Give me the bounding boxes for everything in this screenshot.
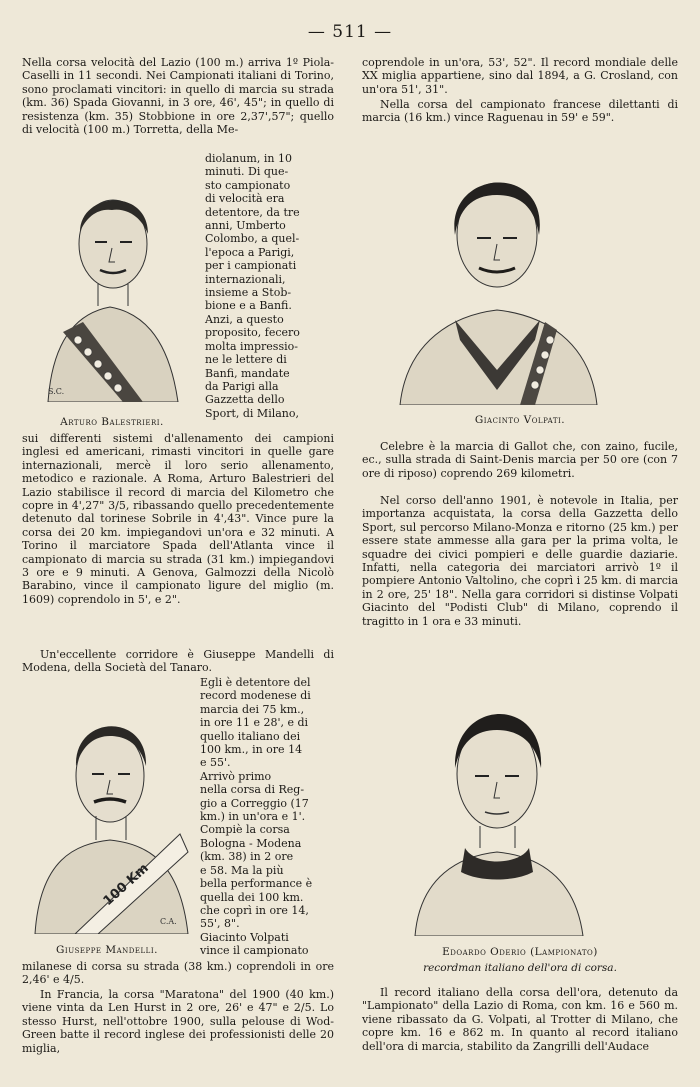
wrap-line: Gazzetta dello (205, 393, 285, 407)
caption-oderio-subtitle: recordman italiano dell'ora di corsa. (423, 962, 617, 974)
wrap-line: molta impressio- (205, 339, 298, 353)
wrap-line: insieme a Stob- (205, 286, 292, 300)
sash-text: 100 Km (100, 860, 152, 909)
wrap-line: Compiè la corsa (200, 823, 290, 837)
balestrieri-signature: S.C. (48, 387, 65, 396)
wrap-line: (km. 38) in 2 ore (200, 850, 294, 864)
portrait-volpati (385, 140, 610, 405)
left-para-1: Nella corsa velocità del Lazio (100 m.) arriva 1º Piola-Caselli in 11 secondi. Nei Campionati italiani di Torino, sono proclamati vincitori: in quello di marcia su strada (km. 36) Spada Giovanni, in 3 ore, 46', 45"; in quello di resistenza (km. 35) Stobbione in ore 2,37',57"; quello di velocità (100 m.) Torretta, della Me- (22, 56, 334, 137)
wrap-line: Bologna - Modena (200, 836, 302, 850)
mandelli-engraving (30, 684, 190, 934)
wrap-line: e 58. Ma la più (200, 863, 284, 877)
page-number: — 511 — (307, 22, 393, 42)
wrap-line: Giacinto Volpati (200, 930, 289, 944)
wrap-line: km.) in un'ora e 1'. (200, 810, 306, 824)
wrap-line: detentore, da tre (205, 205, 300, 219)
wrap-line: quella dei 100 km. (200, 890, 304, 904)
right-para-4: Nel corso dell'anno 1901, è notevole in Italia, per importanza acquistata, la corsa della Gazzetta dello Sport, sul percorso Milano-Monza e ritorno (25 km.) per essere state ammesse alla gara per la prima volta, le squadre dei civici pompieri e delle guardie daziarie. Infatti, nella categoria dei marciatori arrivò 1º il pompiere Antonio Valtolino, che coprì i 25 km. di marcia in 2 ore, 25' 18". Nella gara corridori si distinse Volpati Giacinto del "Podisti Club" di Milano, coprendo il tragitto in 1 ora e 33 minuti. (362, 494, 678, 628)
wrap-line: proposito, fecero (205, 326, 300, 340)
left-para-5: In Francia, la corsa "Maratona" del 1900 (40 km.) viene vinta da Len Hurst in 2 ore, 26' e 47" e 2/5. Lo stesso Hurst, nell'ottobre 1900, sulla pelouse di Wod-Green batte il record inglese dei professionisti delle 20 miglia, (22, 988, 334, 1055)
wrap-line: Egli è detentore del (200, 676, 311, 689)
left-para-2: sui differenti sistemi d'allenamento dei campioni inglesi ed americani, rimasti vincitori in quelle gare internazionali, mercè il loro serio allenamento, metodico e razionale. A Roma, Arturo Balestrieri del Lazio stabilisce il record di marcia del Kilometro che copre in 4',27" 3/5, ribassando quello precedentemente detenuto dal torinese Sobrile in 4',43". Vince pure la corsa dei 20 km. impiegandovi un'ora e 32 minuti. A Torino il marciatore Spada dell'Atlanta vince il campionato di marcia su strada (31 km.) impiegandovi 3 ore e 9 minuti. A Genova, Galmozzi della Nicolò Barabino, vince il campionato ligure del miglio (m. 1609) coprendolo in 5', e 2". (22, 432, 334, 606)
wrap-line: bella performance è (200, 877, 313, 891)
caption-volpati: Giacinto Volpati. (474, 414, 566, 426)
wrap-line: ne le lettere di (205, 353, 287, 367)
wrap-line: quello italiano dei (200, 729, 301, 743)
wrap-line: Sport, di Milano, (205, 406, 299, 420)
portrait-mandelli (30, 684, 190, 934)
left-para-3: Un'eccellente corridore è Giuseppe Mandelli di Modena, della Società del Tanaro. (22, 648, 334, 675)
wrap-line: Banfi, mandate (205, 366, 290, 380)
volpati-engraving (385, 140, 610, 405)
wrap-line: Arrivò primo (200, 769, 272, 783)
right-para-2: Nella corsa del campionato francese dilettanti di marcia (16 km.) vince Raguenau in 59' e 59". (362, 98, 678, 125)
wrap-line: gio a Correggio (17 (200, 796, 309, 810)
wrap-line: marcia dei 75 km., (200, 702, 305, 716)
wrap-line: 100 km., in ore 14 (200, 743, 303, 757)
wrap-line: di velocità era (205, 192, 285, 206)
mandelli-signature: C.A. (160, 917, 177, 926)
wrap-line: minuti. Di que- (205, 165, 289, 179)
wrap-line: che coprì in ore 14, (200, 903, 309, 917)
caption-mandelli: Giuseppe Mandelli. (56, 944, 158, 956)
right-para-3: Celebre è la marcia di Gallot che, con zaino, fucile, ec., sulla strada di Saint-Denis marcia per 50 ore (con 7 ore di riposo) coprendo 269 kilometri. (362, 440, 678, 480)
wrap-line: internazionali, (205, 272, 286, 286)
left-wrap-1 (205, 152, 335, 420)
wrap-line: sto campionato (205, 178, 291, 192)
oderio-engraving (395, 676, 600, 936)
wrap-line: 55', 8". (200, 917, 240, 931)
portrait-oderio (395, 676, 600, 936)
wrap-line: anni, Umberto (205, 219, 286, 233)
wrap-line: Colombo, a quel- (205, 232, 300, 246)
balestrieri-engraving (28, 162, 193, 402)
wrap-line: diolanum, in 10 (205, 152, 292, 165)
caption-oderio: Edoardo Oderio (Lampionato) (442, 946, 598, 958)
wrap-line: in ore 11 e 28', e di (200, 716, 309, 730)
wrap-line: l'epoca a Parigi, (205, 245, 295, 259)
wrap-line: record modenese di (200, 689, 311, 703)
wrap-line: e 55'. (200, 756, 231, 770)
left-wrap-2 (200, 676, 335, 958)
right-para-5: Il record italiano della corsa dell'ora, detenuto da "Lampionato" della Lazio di Roma, con km. 16 e 560 m. viene ribassato da G. Volpati, al Trotter di Milano, che copre km. 16 e 862 m. In quanto al record italiano dell'ora di marcia, stabilito da Zangrilli dell'Audace (362, 986, 678, 1053)
wrap-line: vince il campionato (200, 944, 309, 958)
wrap-line: per i campionati (205, 259, 297, 273)
wrap-line: bione e a Banfi. (205, 299, 292, 313)
portrait-balestrieri (28, 162, 193, 402)
caption-balestrieri: Arturo Balestrieri. (60, 416, 164, 428)
wrap-line: nella corsa di Reg- (200, 783, 305, 797)
wrap-line: Anzi, a questo (205, 312, 284, 326)
wrap-line: da Parigi alla (205, 379, 279, 393)
right-para-1: coprendole in un'ora, 53', 52". Il record mondiale delle XX miglia appartiene, sino dal 1894, a G. Crosland, con un'ora 51', 31". (362, 56, 678, 96)
left-para-4: milanese di corsa su strada (38 km.) coprendoli in ore 2,46' e 4/5. (22, 960, 334, 987)
